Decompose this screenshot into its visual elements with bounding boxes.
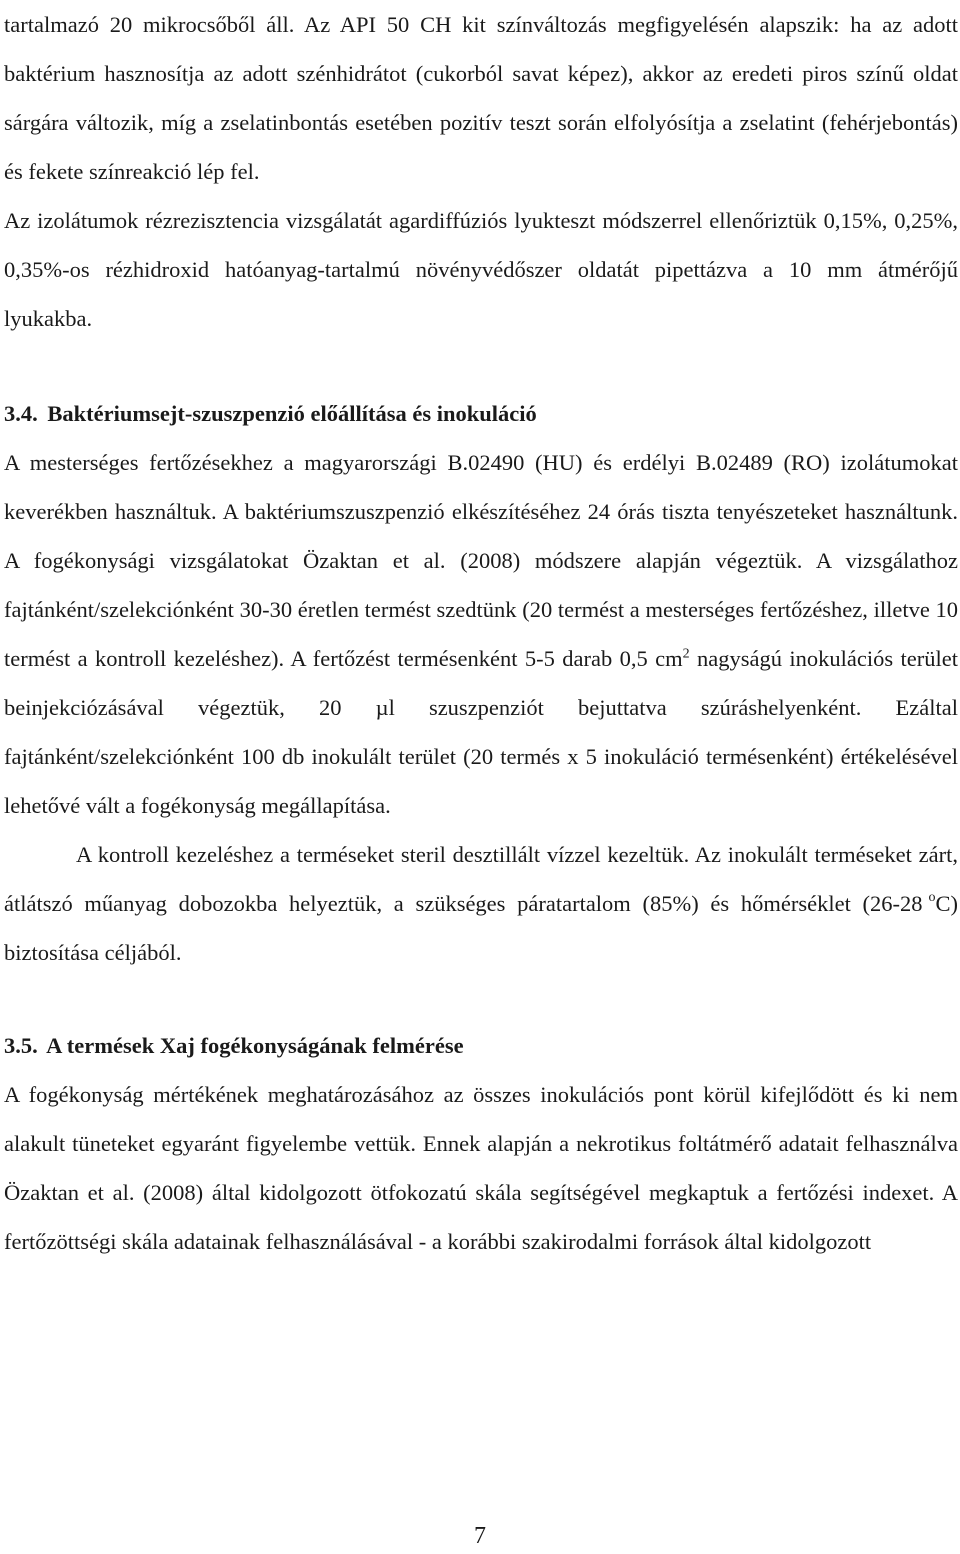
section-title: A termések Xaj fogékonyságának felmérése — [46, 1033, 464, 1058]
paragraph-text: A kontroll kezeléshez a terméseket steril desztillált vízzel kezeltük. Az inokulált terméseket zárt, átlátszó műanyag dobozokba helyeztük, a szükséges páratartalom (85%) és hőmérséklet (26-28 — [4, 842, 958, 916]
degree-sign: o — [928, 890, 936, 905]
paragraph-text: nagyságú inokulációs terület beinjekciózásával végeztük, 20 µl szuszpenziót bejuttatva szúráshelyenként. Ezáltal fajtánként/szelekciónként 100 db inokulált terület (20 termés x 5 inokuláció termésenként) értékelésével lehetővé vált a fogékonyság megállapítása. — [4, 646, 958, 818]
section-spacer — [4, 977, 958, 1021]
section-number: 3.5. — [4, 1033, 38, 1058]
section-heading-3-4 — [4, 389, 958, 438]
section-spacer — [4, 343, 958, 389]
superscript: 2 — [682, 646, 690, 662]
section-heading-3-5 — [4, 1021, 958, 1070]
paragraph-text: A mesterséges fertőzésekhez a magyarországi B.02490 (HU) és erdélyi B.02489 (RO) izolátumokat keverékben használtuk. A baktériumszuszpenzió elkészítéséhez 24 órás tiszta tenyészeteket használtunk. A fogékonysági vizsgálatokat Özaktan et al. (2008) módszere alapján végeztük. A vizsgálathoz fajtánként/szelekciónként 30-30 éretlen termést szedtünk (20 termést a mesterséges fertőzéshez, illetve 10 termést a kontroll kezeléshez). A fertőzést termésenként 5-5 darab 0,5 cm — [4, 450, 958, 671]
section-title: Baktériumsejt-szuszpenzió előállítása és inokuláció — [47, 401, 537, 426]
section-number: 3.4. — [4, 401, 38, 426]
paragraph-api-test: tartalmazó 20 mikrocsőből áll. Az API 50 CH kit színváltozás megfigyelésén alapszik: ha az adott baktérium hasznosítja az adott szénhidrátot (cukorból savat képez), akkor az eredeti piros színű oldat sárgára változik, míg a zselatinbontás esetében pozitív teszt során elfolyósítja a zselatint (fehérjebontás) és fekete színreakció lép fel. — [4, 12, 958, 184]
paragraph-text: C) biztosítása céljából. — [4, 891, 958, 965]
paragraph-control-treatment — [4, 830, 958, 977]
paragraph-susceptibility: A fogékonyság mértékének meghatározásához az összes inokulációs pont körül kifejlődött és ki nem alakult tüneteket egyaránt figyelembe vettük. Ennek alapján a nekrotikus foltátmérő adatait felhasználva Özaktan et al. (2008) által kidolgozott ötfokozatú skála segítségével megkaptuk a fertőzési indexet. A fertőzöttségi skála adatainak felhasználásával - a korábbi szakirodalmi források által kidolgozott — [4, 1082, 958, 1254]
page-number: 7 — [474, 1523, 486, 1549]
document-page — [4, 0, 958, 1266]
paragraph-copper-resistance: Az izolátumok rézrezisztencia vizsgálatát agardiffúziós lyukteszt módszerrel ellenőriztük 0,15%, 0,25%, 0,35%-os rézhidroxid hatóanyag-tartalmú növényvédőszer oldatát pipettázva a 10 mm átmérőjű lyukakba. — [4, 208, 958, 331]
paragraph-inoculation — [4, 438, 958, 830]
